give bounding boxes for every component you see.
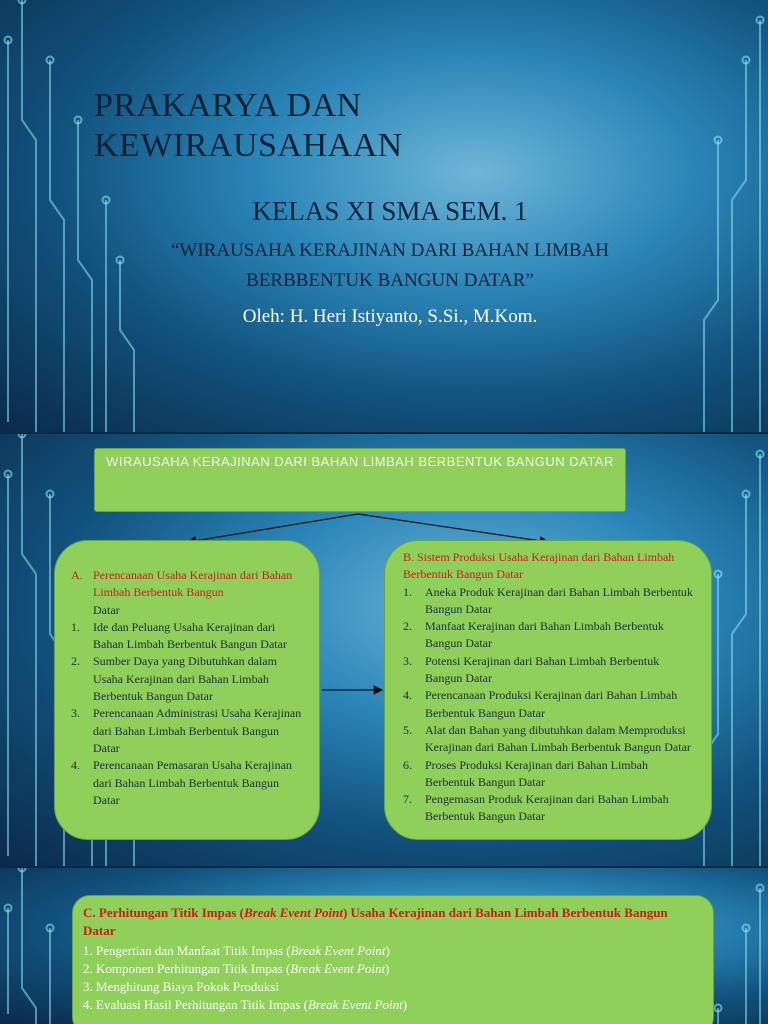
section-b-list xyxy=(403,584,697,826)
circuit-trace xyxy=(22,0,36,432)
arrow-to-section-a xyxy=(188,514,358,542)
topic-quote-line-1: “WIRAUSAHA KERAJINAN DARI BAHAN LIMBAH xyxy=(170,240,610,261)
circuit-trace xyxy=(732,60,746,432)
list-item: 1. Ide dan Peluang Usaha Kerajinan dari Bahan Limbah Berbentuk Bangun Datar xyxy=(71,619,287,652)
class-subtitle: KELAS XI SMA SEM. 1 xyxy=(252,196,528,226)
list-item: 7. Pengemasan Produk Kerajinan dari Bahan Limbah Berbentuk Bangun Datar xyxy=(403,792,669,824)
section-c-list xyxy=(83,942,703,1014)
topic-quote-line-2: BERBBENTUK BANGUN DATAR” xyxy=(246,270,534,291)
list-item: 3. Potensi Kerajinan dari Bahan Limbah Berbentuk Bangun Datar xyxy=(403,653,660,686)
list-item: 4. Perencanaan Pemasaran Usaha Kerajinan dari Bahan Limbah Berbentuk Bangun Datar xyxy=(71,758,292,807)
section-b-title: B. Sistem Produksi Usaha Kerajinan dari Bahan Limbah Berbentuk Bangun Datar xyxy=(403,550,675,582)
topic-quote xyxy=(90,236,690,296)
circuit-trace xyxy=(732,928,746,1024)
list-item: 2. Manfaat Kerajinan dari Bahan Limbah Berbentuk Bangun Datar xyxy=(403,619,664,651)
list-item: 2. Sumber Daya yang Dibutuhkan dalam Usaha Kerajinan dari Bahan Limbah Berbentuk Bangun Datar xyxy=(71,654,277,704)
presentation-title: PRAKARYA DAN KEWIRAUSAHAAN xyxy=(94,87,403,164)
outline-slide xyxy=(0,434,768,866)
section-a-title-cont: Datar xyxy=(93,602,120,617)
list-item: 1. Aneka Produk Kerajinan dari Bahan Limbah Berbentuk Bangun Datar xyxy=(403,584,693,616)
list-item: 4. Perencanaan Produksi Kerajinan dari Bahan Limbah Berbentuk Bangun Datar xyxy=(403,688,678,720)
main-topic-box: WIRAUSAHA KERAJINAN DARI BAHAN LIMBAH BERBENTUK BANGUN DATAR xyxy=(94,448,626,512)
section-a-list xyxy=(71,619,305,809)
section-c-box xyxy=(72,895,714,1024)
section-a-title: Perencanaan Usaha Kerajinan dari Bahan Limbah Berbentuk Bangun xyxy=(93,568,293,600)
list-item: 6. Proses Produksi Kerajinan dari Bahan Limbah Berbentuk Bangun Datar xyxy=(403,757,648,789)
section-a-marker: A. xyxy=(71,568,83,582)
section-b-box xyxy=(384,540,712,840)
section-a-heading xyxy=(71,567,305,619)
circuit-trace xyxy=(704,140,718,432)
section-c-title: C. Perhitungan Titik Impas (Break Event Point) Usaha Kerajinan dari Bahan Limbah Berbentuk Bangun Datar xyxy=(83,905,668,938)
circuit-trace xyxy=(50,928,64,1024)
list-item: 4. Evaluasi Hasil Perhitungan Titik Impas (Break Event Point) xyxy=(83,997,408,1012)
circuit-trace xyxy=(50,60,64,432)
bep-slide xyxy=(0,868,768,1024)
author-line: Oleh: H. Heri Istiyanto, S.Si., M.Kom. xyxy=(242,306,538,327)
list-item: 2. Komponen Perhitungan Titik Impas (Break Event Point) xyxy=(83,961,390,976)
list-item: 5. Alat dan Bahan yang dibutuhkan dalam Memproduksi Kerajinan dari Bahan Limbah Berbentuk Bangun Datar xyxy=(403,722,691,755)
circuit-trace xyxy=(22,868,36,1024)
arrow-to-section-b xyxy=(358,514,548,542)
list-item: 3. Menghitung Biaya Pokok Produksi xyxy=(83,979,280,994)
section-a-box xyxy=(54,540,320,840)
list-item: 1. Pengertian dan Manfaat Titik Impas (Break Event Point) xyxy=(83,943,390,958)
title-slide xyxy=(0,0,768,432)
list-item: 3. Perencanaan Administrasi Usaha Kerajinan dari Bahan Limbah Berbentuk Bangun Datar xyxy=(71,706,302,755)
